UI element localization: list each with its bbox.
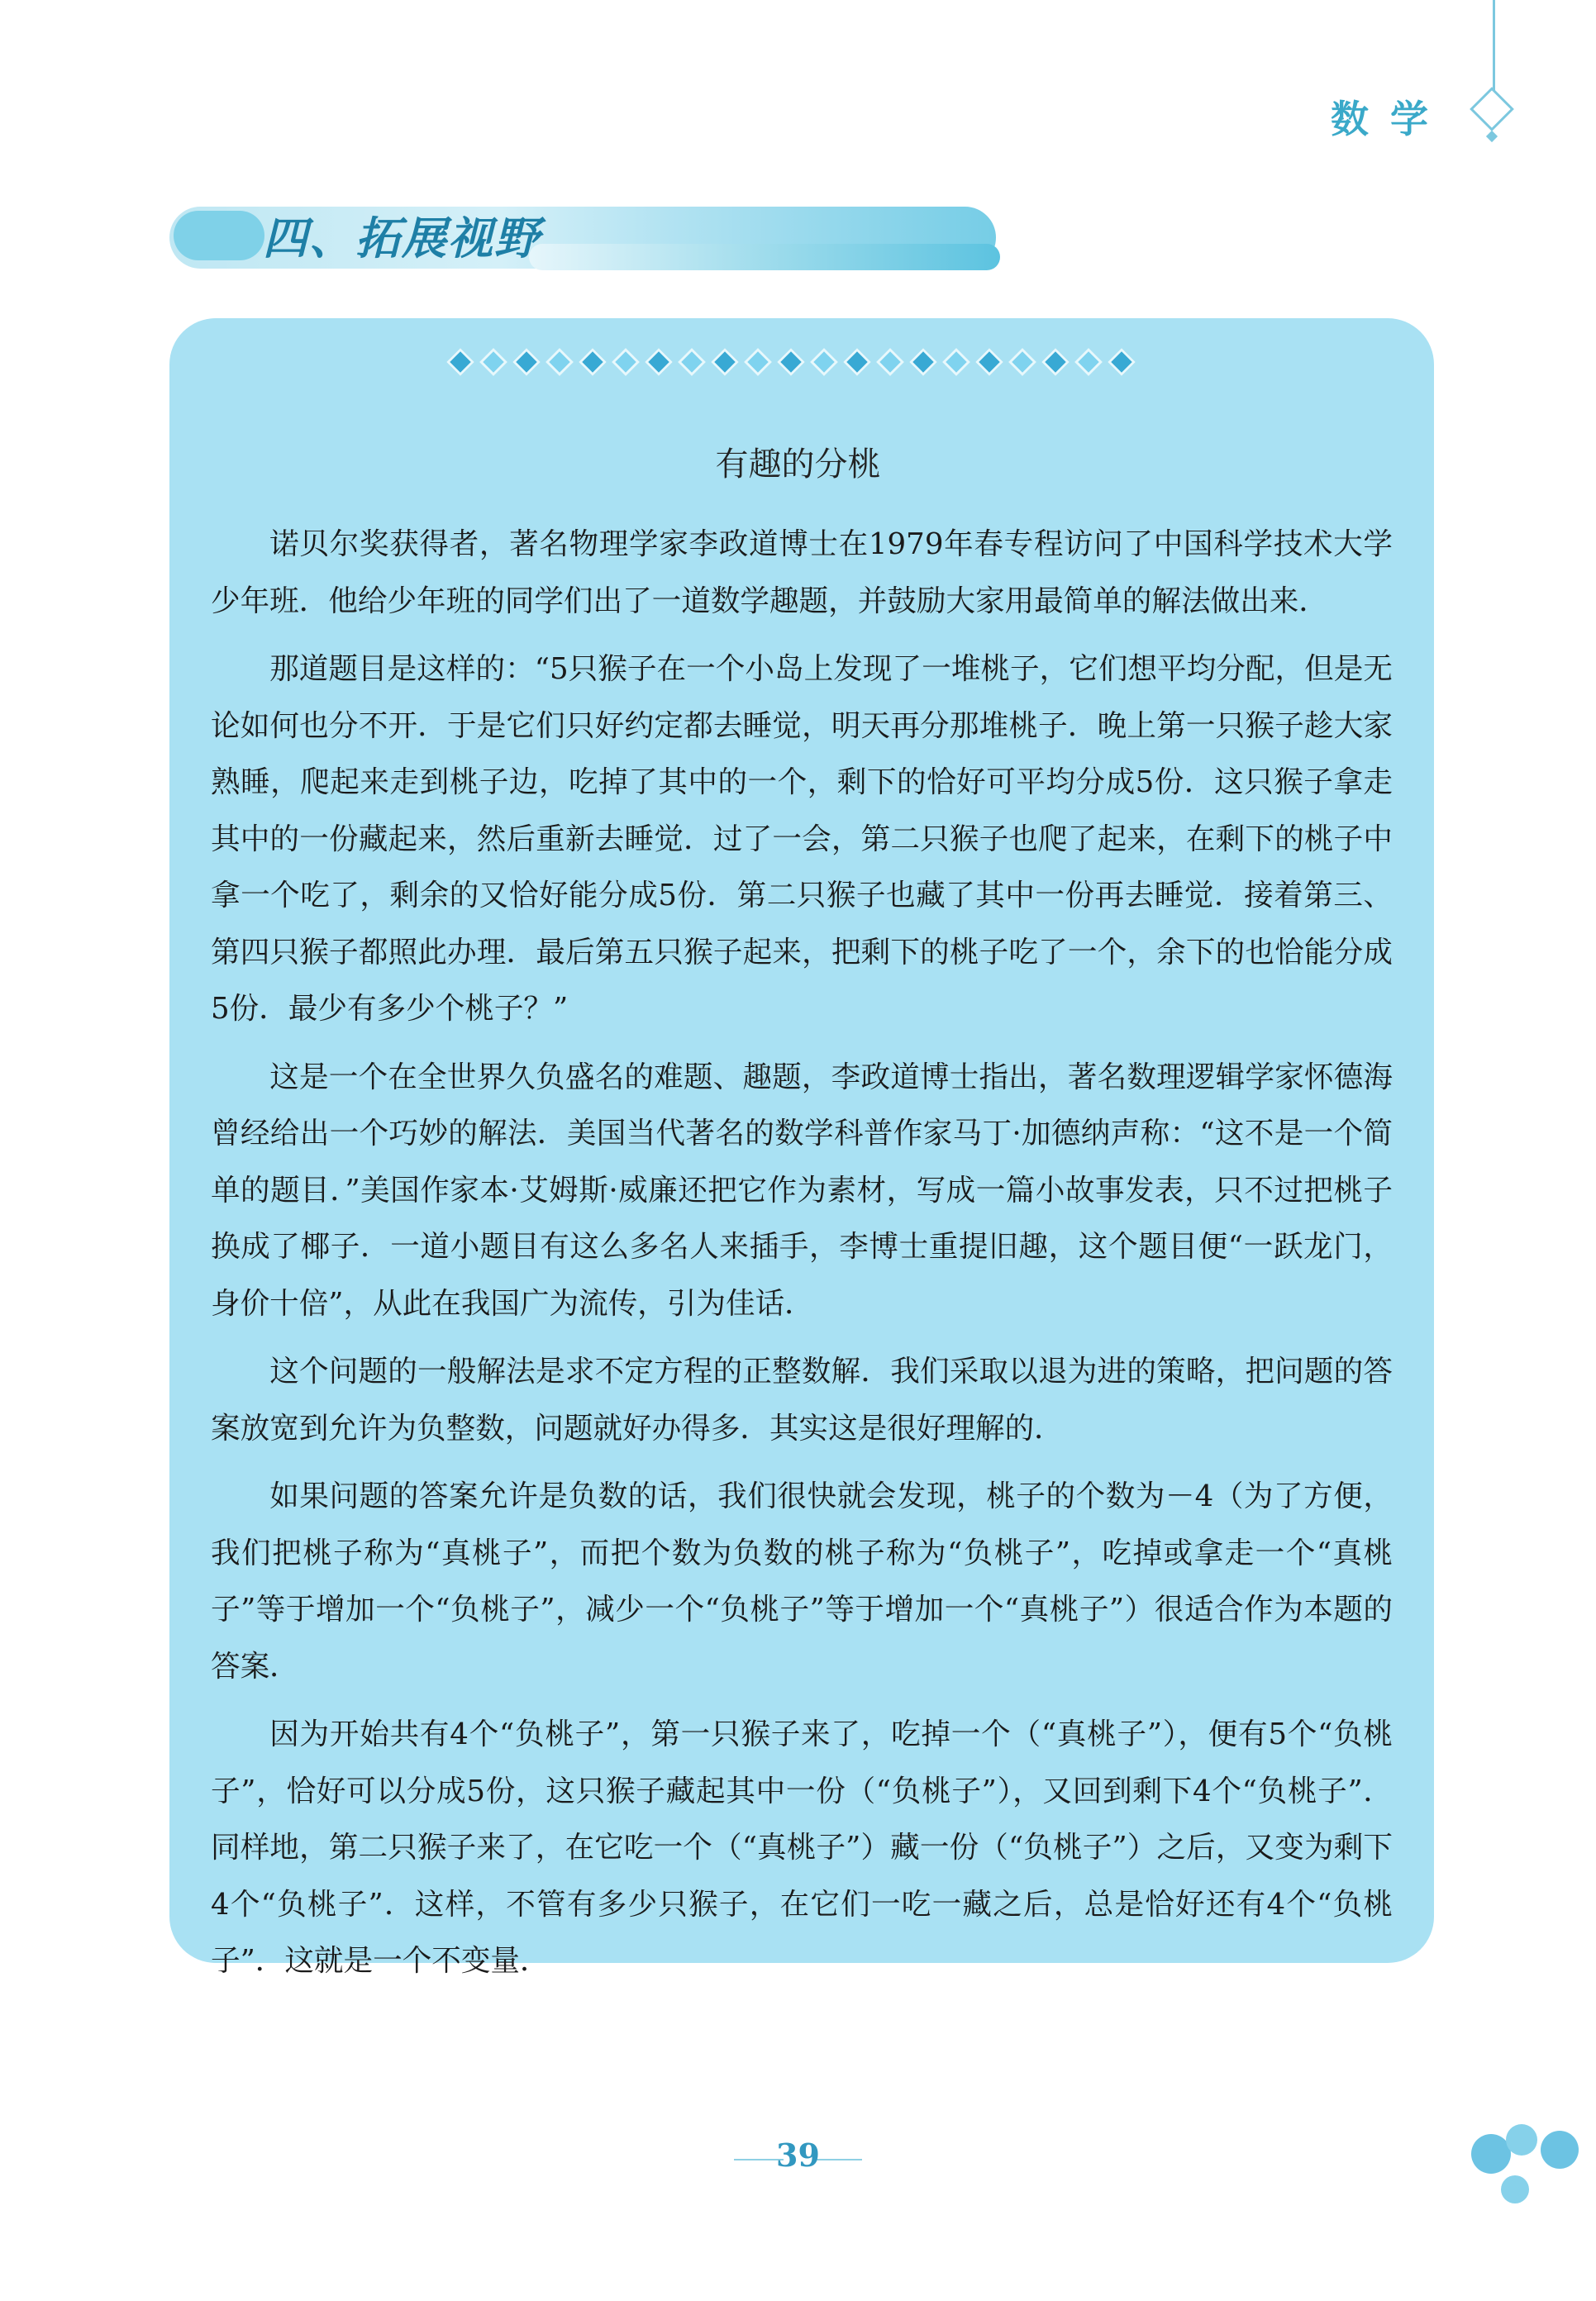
- diamond-icon: [1074, 348, 1103, 376]
- diamond-icon: [579, 348, 607, 376]
- dot-icon: [1506, 2124, 1537, 2156]
- paragraph: 这是一个在全世界久负盛名的难题、趣题，李政道博士指出，著名数理逻辑学家怀德海曾经给出一个巧妙的解法．美国当代著名的数学科普作家马丁·加德纳声称：“这不是一个简单的题目．”美国作家本·艾姆斯·威廉还把它作为素材，写成一篇小故事发表，只不过把桃子换成了椰子．一道小题目有这么多名人来插手，李博士重提旧趣，这个题目便“一跃龙门，身价十倍”，从此在我国广为流传，引为佳话．: [211, 1060, 1393, 1321]
- article-body: [211, 517, 1393, 2002]
- section-title: 四、拓展视野: [263, 212, 541, 264]
- diamond-icon: [843, 348, 871, 376]
- diamond-icon: [777, 348, 805, 376]
- diamond-icon: [909, 348, 937, 376]
- paragraph: 这个问题的一般解法是求不定方程的正整数解．我们采取以退为进的策略，把问题的答案放宽到允许为负整数，问题就好办得多．其实这是很好理解的．: [211, 1355, 1393, 1446]
- diamond-icon: [810, 348, 838, 376]
- dot-icon: [1471, 2134, 1511, 2174]
- diamond-icon: [645, 348, 673, 376]
- dot-icon: [1501, 2175, 1529, 2203]
- diamond-icon: [1108, 348, 1136, 376]
- diamond-icon: [975, 348, 1003, 376]
- diamond-icon: [1041, 348, 1070, 376]
- page-number: 39: [776, 2137, 820, 2174]
- paragraph: 如果问题的答案允许是负数的话，我们很快就会发现，桃子的个数为－4（为了方便，我们把桃子称为“真桃子”，而把个数为负数的桃子称为“负桃子”，吃掉或拿走一个“真桃子”等于增加一个“负桃子”，减少一个“负桃子”等于增加一个“真桃子”）很适合作为本题的答案．: [211, 1479, 1393, 1684]
- diamond-icon: [942, 348, 970, 376]
- diamond-icon: [678, 348, 706, 376]
- diamond-icon: [512, 348, 541, 376]
- header-diamond-dot-icon: [1486, 131, 1498, 142]
- diamond-icon: [545, 348, 574, 376]
- diamond-icon: [744, 348, 772, 376]
- section-banner-cap: [174, 211, 264, 260]
- diamond-icon: [479, 348, 507, 376]
- paragraph: 那道题目是这样的：“5只猴子在一个小岛上发现了一堆桃子，它们想平均分配，但是无论如何也分不开．于是它们只好约定都去睡觉，明天再分那堆桃子．晚上第一只猴子趁大家熟睡，爬起来走到桃子边，吃掉了其中的一个，剩下的恰好可平均分成5份．这只猴子拿走其中的一份藏起来，然后重新去睡觉．过了一会，第二只猴子也爬了起来，在剩下的桃子中拿一个吃了，剩余的又恰好能分成5份．第二只猴子也藏了其中一份再去睡觉．接着第三、第四只猴子都照此办理．最后第五只猴子起来，把剩下的桃子吃了一个，余下的也恰能分成5份．最少有多少个桃子？”: [211, 652, 1393, 1026]
- article-title: 有趣的分桃: [715, 445, 881, 484]
- header-decoration-line: [1493, 0, 1495, 91]
- header-diamond-icon: [1470, 87, 1514, 131]
- diamond-icon: [612, 348, 640, 376]
- paragraph: 因为开始共有4个“负桃子”，第一只猴子来了，吃掉一个（“真桃子”），便有5个“负桃子”，恰好可以分成5份，这只猴子藏起其中一份（“负桃子”），又回到剩下4个“负桃子”．同样地，第二只猴子来了，在它吃一个（“真桃子”）藏一份（“负桃子”）之后，又变为剩下4个“负桃子”．这样，不管有多少只猴子，在它们一吃一藏之后，总是恰好还有4个“负桃子”．这就是一个不变量．: [211, 1717, 1393, 1978]
- subject-label: 数学: [1331, 97, 1450, 141]
- corner-dots-decoration: [1471, 2124, 1587, 2215]
- diamond-icon: [446, 348, 474, 376]
- section-banner-accent: [529, 244, 1000, 270]
- diamond-ornament-row: [450, 345, 1194, 379]
- paragraph: 诺贝尔奖获得者，著名物理学家李政道博士在1979年春专程访问了中国科学技术大学少年班．他给少年班的同学们出了一道数学趣题，并鼓励大家用最简单的解法做出来．: [211, 527, 1393, 618]
- dot-icon: [1541, 2131, 1579, 2169]
- diamond-icon: [711, 348, 739, 376]
- diamond-icon: [1008, 348, 1036, 376]
- diamond-icon: [876, 348, 904, 376]
